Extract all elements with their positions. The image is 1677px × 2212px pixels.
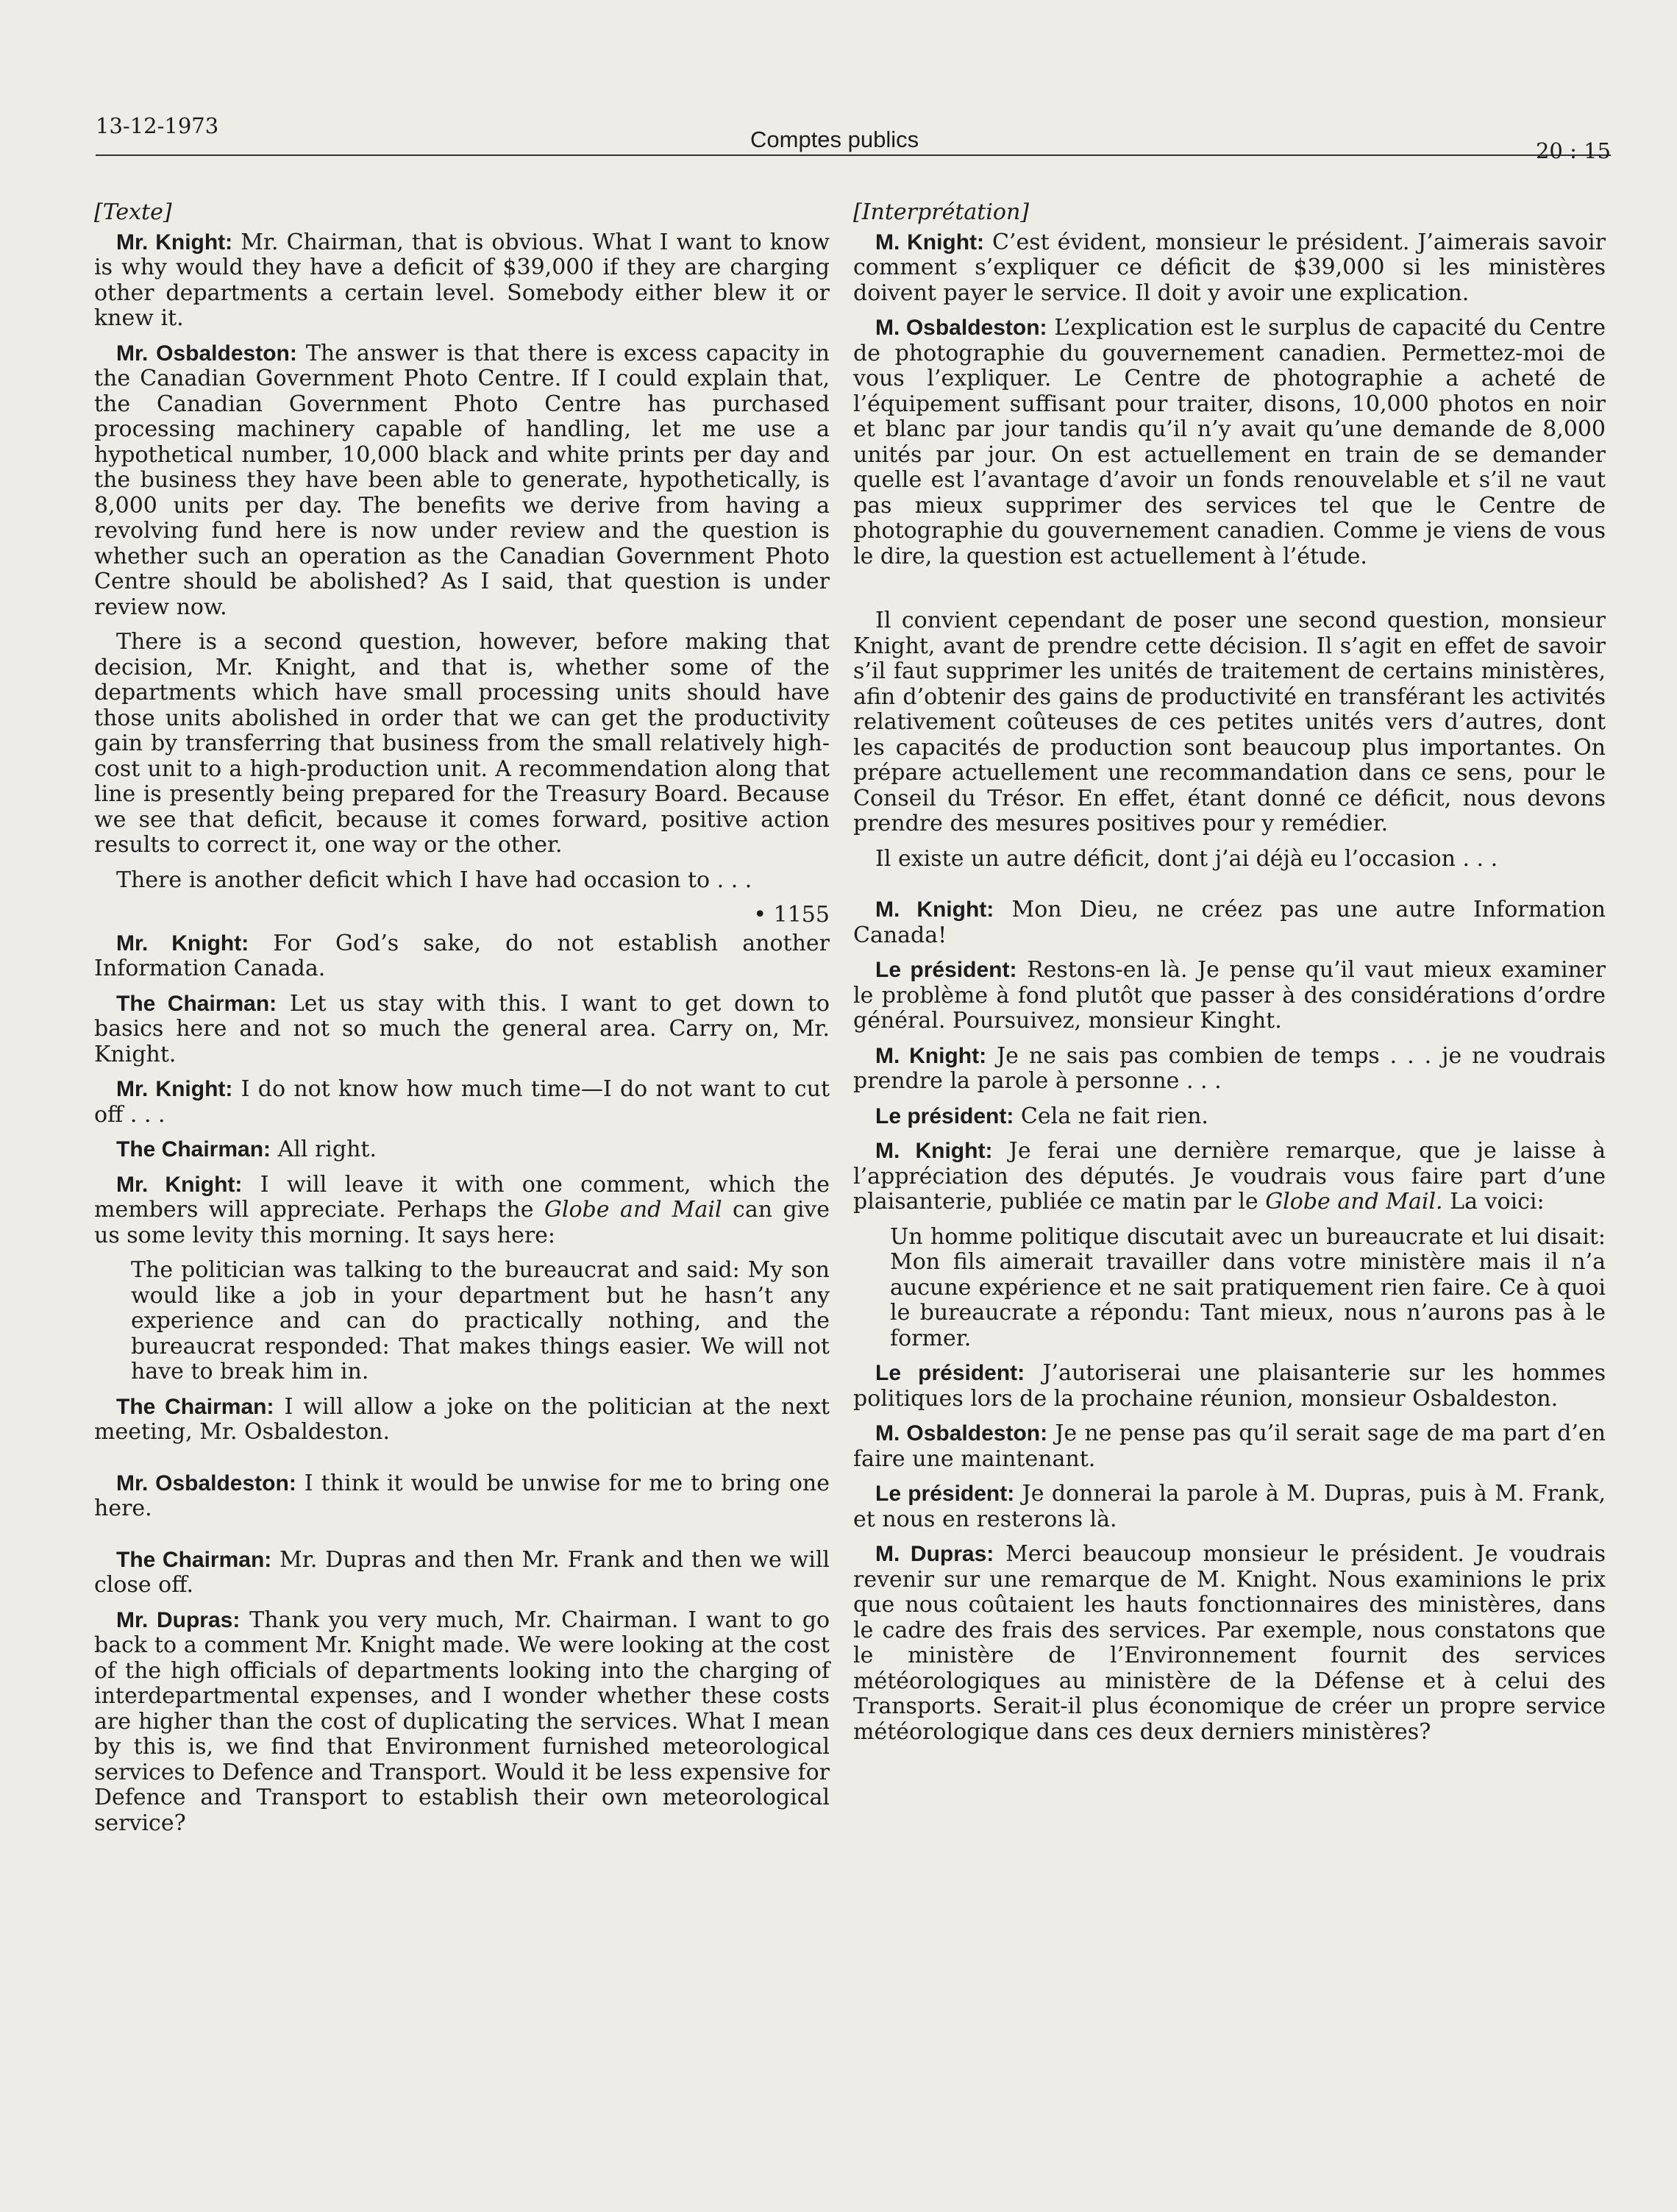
paragraph: Il existe un autre déficit, dont j’ai déjà eu l’occasion . . .	[875, 845, 1498, 872]
speech-paragraph	[853, 1542, 1606, 1745]
speech-paragraph	[94, 230, 830, 332]
header-title: Comptes publics	[750, 127, 919, 152]
speech-text: Cela ne fait rien.	[1014, 1103, 1208, 1129]
speech-paragraph	[853, 1044, 1606, 1095]
speaker-name: M. Knight:	[875, 1043, 987, 1068]
speaker-name: Le président:	[875, 1482, 1015, 1506]
speaker-name: M. Osbaldeston:	[875, 316, 1047, 340]
speech-text: Je ferai une dernière remarque, que je laisse à l’appréciation des députés. Je voudrais vous faire part d’une plaisanterie, publiée ce matin par le	[853, 1138, 1606, 1215]
paragraph: There is another deficit which I have had occasion to . . .	[116, 867, 752, 893]
speech-text: Mr. Chairman, that is obvious. What I want to know is why would they have a deficit of $39,000 if they are charging other departments a certain level. Somebody either blew it or knew it.	[94, 229, 830, 331]
speech-text: I will leave it with one comment, which the members will appreciate. Perhaps the	[94, 1171, 830, 1223]
section-tag: [Texte]	[94, 199, 172, 225]
speech-text: I will allow a joke on the politician at the next meeting, Mr. Osbaldeston.	[94, 1393, 830, 1445]
speech-paragraph	[94, 992, 830, 1068]
speech-paragraph	[94, 1077, 830, 1128]
spacer	[853, 881, 1606, 897]
paragraph: There is a second question, however, before making that decision, Mr. Knight, and that is, whether some of the departments which have small processing units should have those units abolished in order that we can get the productivity gain by transferring that business from the small relatively high-cost unit to a high-production unit. A recommendation along that line is presently being prepared for the Treasury Board. Because we see that deficit, because it comes forward, positive action results to correct it, one way or the other.	[94, 629, 830, 858]
speaker-name: The Chairman:	[116, 991, 277, 1016]
speaker-name: Mr. Knight:	[116, 1172, 243, 1197]
publication-title: Globe and Mail.	[1265, 1189, 1443, 1215]
speech-paragraph	[853, 1361, 1606, 1412]
header-date: 13-12-1973	[96, 113, 219, 138]
speaker-name: Mr. Knight:	[116, 230, 233, 255]
page-header	[96, 110, 1611, 163]
speaker-name: M. Knight:	[875, 230, 985, 255]
speaker-name: Mr. Dupras:	[116, 1607, 241, 1632]
speaker-name: Le président:	[875, 1103, 1014, 1128]
speech-text: I do not know how much time—I do not want to cut off . . .	[94, 1076, 830, 1128]
french-column	[853, 200, 1606, 1754]
speech-paragraph	[94, 1137, 830, 1163]
speaker-name: The Chairman:	[116, 1137, 271, 1162]
speech-text: Mr. Dupras and then Mr. Frank and then we will close off.	[94, 1546, 830, 1598]
speech-text: All right.	[271, 1137, 377, 1162]
speaker-name: Mr. Knight:	[116, 931, 249, 956]
speech-text: La voici:	[1442, 1189, 1545, 1215]
speech-text: Je ne pense pas qu’il serait sage de ma part d’en faire une maintenant.	[853, 1420, 1606, 1472]
speech-text: For God’s sake, do not establish another Information Canada.	[94, 930, 830, 981]
speech-paragraph	[853, 897, 1606, 948]
speaker-name: Le président:	[875, 1361, 1025, 1385]
speech-paragraph	[94, 1395, 830, 1445]
speech-paragraph	[853, 230, 1606, 307]
speaker-name: Mr. Knight:	[116, 1077, 233, 1101]
speech-paragraph	[853, 1139, 1606, 1215]
speech-text: Let us stay with this. I want to get down to basics here and not so much the general area. Carry on, Mr. Knight.	[94, 990, 830, 1067]
speech-text: J’autoriserai une plaisanterie sur les hommes politiques lors de la prochaine réunion, monsieur Osbaldeston.	[853, 1360, 1606, 1412]
speech-paragraph	[853, 1482, 1606, 1532]
speaker-name: Mr. Osbaldeston:	[116, 1470, 296, 1496]
speech-paragraph	[853, 1421, 1606, 1472]
speaker-name: Mr. Osbaldeston:	[116, 341, 297, 366]
speech-paragraph	[94, 1548, 830, 1598]
spacer	[853, 579, 1606, 608]
speech-text: The answer is that there is excess capacity in the Canadian Government Photo Centre. If I could explain that, the Canadian Government Photo Centre has purchased processing machinery capable of handling, let me use a hypothetical number, 10,000 black and white prints per day and the business they have been able to generate, hypothetically, is 8,000 units per day. The benefits we derive from having a revolving fund here is now under review and the question is whether such an operation as the Canadian Government Photo Centre should be abolished? As I said, that question is under review now.	[94, 340, 830, 620]
speaker-name: M. Knight:	[875, 897, 994, 922]
speech-paragraph	[853, 958, 1606, 1034]
speech-paragraph	[853, 1104, 1606, 1130]
speech-text: Mon Dieu, ne créez pas une autre Information Canada!	[853, 897, 1606, 948]
speech-text: L’explication est le surplus de capacité du Centre de photographie du gouvernement canadien. Permettez-moi de vous l’expliquer. Le Centre de photographie a acheté de l’équipement suffisant pour traiter, disons, 10,000 photos en noir et blanc par jour tandis qu’il n’y avait qu’une demande de 8,000 unités par jour. On est actuellement en train de se demander quelle est l’avantage d’avoir un fonds renouvelable et s’il ne vaut pas mieux supprimer des services tel que le Centre de photographie du gouvernement canadien. Comme je viens de vous le dire, la question est actuellement à l’étude.	[853, 315, 1606, 569]
spacer	[94, 1455, 830, 1471]
speech-paragraph	[94, 931, 830, 982]
english-column	[94, 200, 830, 1846]
speech-text: I think it would be unwise for me to bring one here.	[94, 1470, 830, 1521]
header-page-number: 20 : 15	[1535, 138, 1611, 163]
speech-paragraph	[94, 1471, 830, 1522]
paragraph: Il convient cependant de poser une second question, monsieur Knight, avant de prendre cette décision. Il s’agit en effet de savoir s’il faut supprimer les unités de traitement de certains ministères, afin d’obtenir des gains de productivité en transférant les activités relativement coûteuses de ces petites unités vers d’autres, dont les capacités de production sont beaucoup plus importantes. On prépare actuellement une recommandation dans ce sens, pour le Conseil du Trésor. En effet, étant donné ce déficit, nous devons prendre des mesures positives pour y remédier.	[853, 608, 1606, 836]
speaker-name: M. Knight:	[875, 1139, 993, 1163]
speaker-name: The Chairman:	[116, 1547, 272, 1572]
speaker-name: M. Dupras:	[875, 1542, 994, 1566]
publication-title: Globe and Mail	[544, 1197, 722, 1223]
speech-paragraph	[94, 341, 830, 621]
speaker-name: Le président:	[875, 958, 1017, 982]
speech-paragraph	[853, 316, 1606, 569]
speech-text: C’est évident, monsieur le président. J’aimerais savoir comment s’expliquer ce déficit de $39,000 si les ministères doivent payer le service. Il doit y avoir une explication.	[853, 229, 1606, 306]
speech-text: Je ne sais pas combien de temps . . . je ne voudrais prendre la parole à personne . . .	[853, 1042, 1606, 1094]
speaker-name: M. Osbaldeston:	[875, 1421, 1048, 1445]
section-tag: [Interprétation]	[853, 199, 1030, 225]
speech-text: Restons-en là. Je pense qu’il vaut mieux examiner le problème à fond plutôt que passer à des considérations d’ordre général. Poursuivez, monsieur Kinght.	[853, 957, 1606, 1034]
speech-paragraph	[94, 1173, 830, 1249]
time-marker: • 1155	[753, 902, 830, 928]
spacer	[94, 1532, 830, 1548]
speech-text: Je donnerai la parole à M. Dupras, puis à M. Frank, et nous en resterons là.	[853, 1481, 1606, 1532]
speech-text: Thank you very much, Mr. Chairman. I want to go back to a comment Mr. Knight made. We were looking at the cost of the high officials of departments looking into the charging of interdepartmental expenses, and I wonder whether these costs are higher than the cost of duplicating the services. What I mean by this is, we find that Environment furnished meteorological services to Defence and Transport. Would it be less expensive for Defence and Transport to establish their own meteorological service?	[94, 1607, 830, 1836]
speech-text: can give us some levity this morning. It says here:	[94, 1197, 830, 1248]
quoted-passage: The politician was talking to the bureaucrat and said: My son would like a job in your department but he hasn’t any experience and can do practically nothing, and the bureaucrat responded: That makes things easier. We will not have to break him in.	[131, 1257, 830, 1384]
speech-text: Merci beaucoup monsieur le président. Je voudrais revenir sur une remarque de M. Knight. Nous examinions le prix que nous coûtaient les hauts fonctionnaires des ministères, dans le cadre des frais des services. Par exemple, nous constatons que le ministère de l’Environnement fournit des services météorologiques au ministère de la Défense et à celui des Transports. Serait-il plus économique de créer un propre service météorologique dans ces deux derniers ministères?	[853, 1541, 1606, 1745]
speaker-name: The Chairman:	[116, 1394, 274, 1419]
quoted-passage: Un homme politique discutait avec un bureaucrate et lui disait: Mon fils aimerait travailler dans votre ministère mais il n’a aucune expérience et ne sait pratiquement rien faire. Ce à quoi le bureaucrate a répondu: Tant mieux, nous n’aurons pas à le former.	[890, 1223, 1606, 1351]
speech-paragraph	[94, 1608, 830, 1837]
